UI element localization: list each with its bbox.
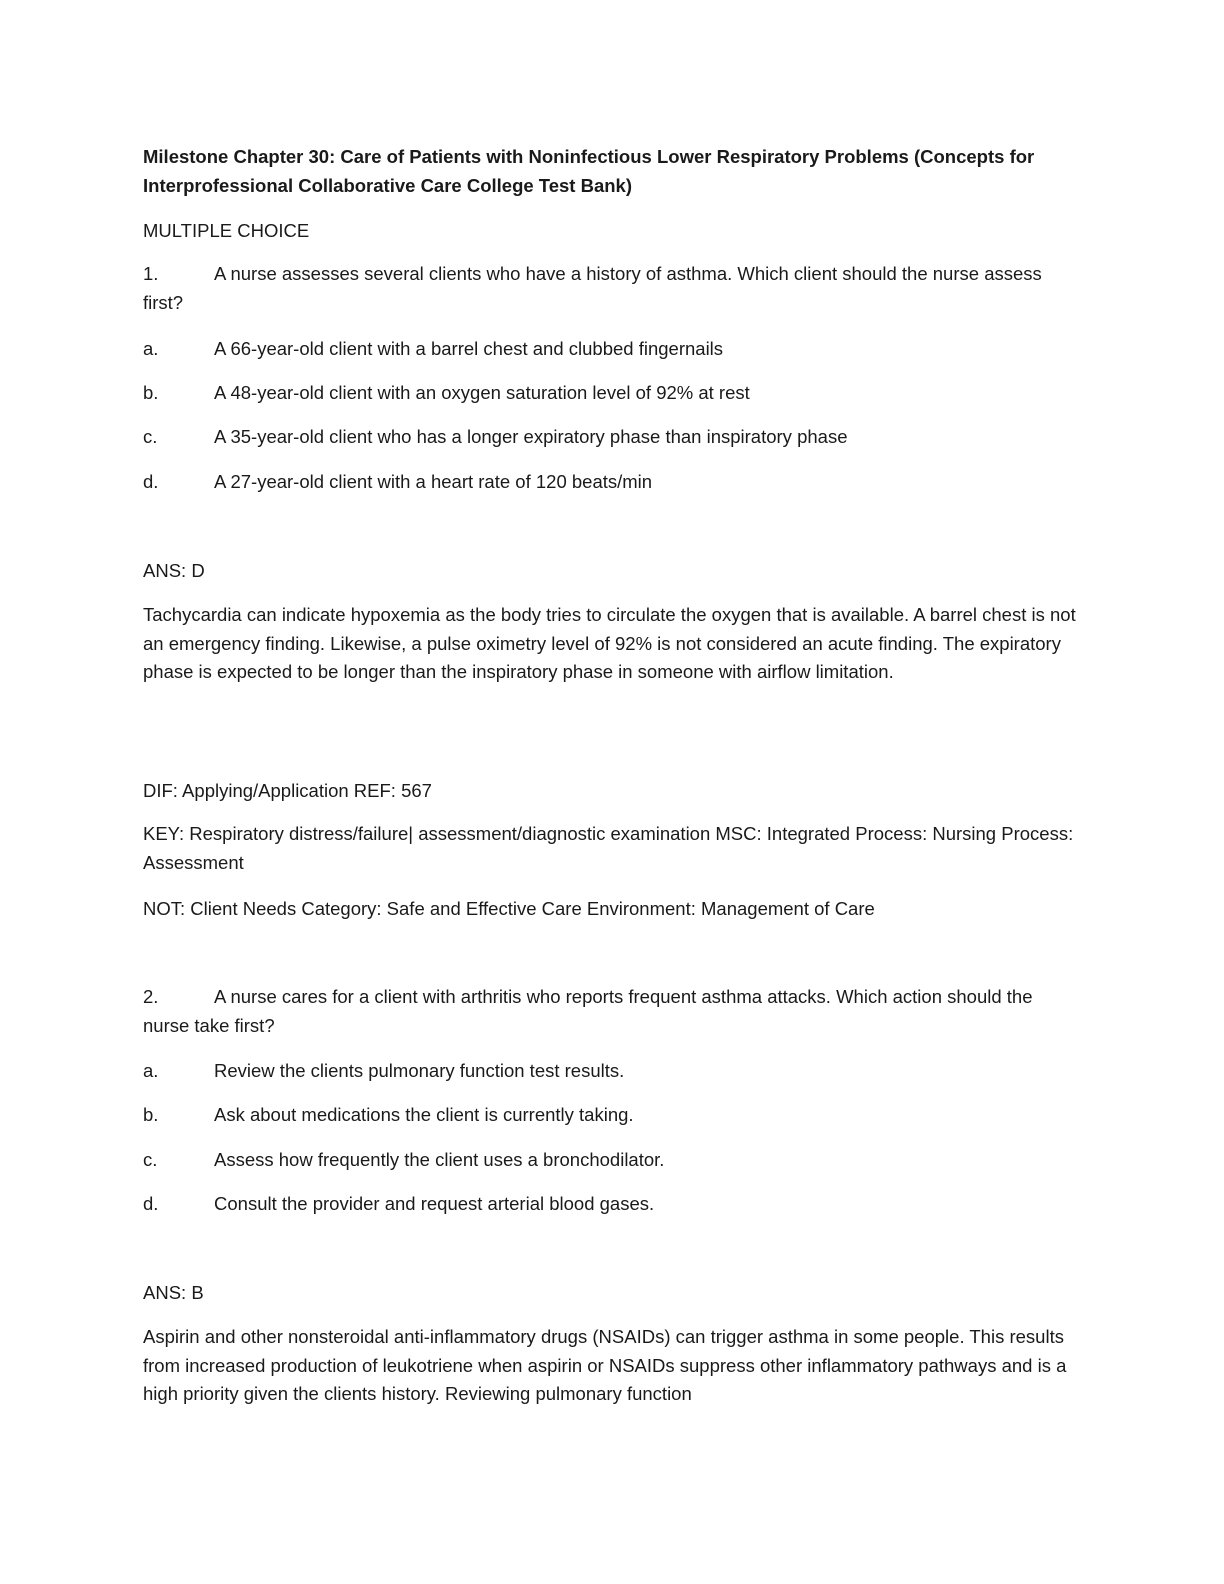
option-letter: a.: [143, 338, 159, 359]
question-1-rationale: Tachycardia can indicate hypoxemia as the body tries to circulate the oxygen that is available. A barrel chest is not an emergency finding. Likewise, a pulse oximetry level of 92% is not considered an acute finding. The expiratory phase is expected to be longer than the inspiratory phase in someone with airflow limitation.: [143, 604, 1076, 682]
option-text: A 48-year-old client with an oxygen saturation level of 92% at rest: [214, 382, 750, 403]
option-letter: b.: [143, 1104, 159, 1125]
question-1-stem: [143, 260, 1083, 317]
option-text: A 27-year-old client with a heart rate of 120 beats/min: [214, 471, 653, 492]
option-text: Consult the provider and request arterial blood gases.: [214, 1193, 655, 1214]
question-2-text: A nurse cares for a client with arthritis who reports frequent asthma attacks. Which action should the nurse take first?: [143, 986, 1033, 1036]
question-2-stem: [143, 983, 1083, 1040]
question-1-difficulty: DIF: Applying/Application REF: 567: [143, 780, 432, 801]
question-1-number: 1.: [143, 263, 159, 284]
question-2-number: 2.: [143, 986, 159, 1007]
question-2-answer: ANS: B: [143, 1282, 204, 1303]
question-1-key: KEY: Respiratory distress/failure| assessment/diagnostic examination MSC: Integrated Process: Nursing Process: Assessment: [143, 823, 1074, 873]
option-text: Review the clients pulmonary function test results.: [214, 1060, 625, 1081]
option-letter: b.: [143, 382, 159, 403]
question-1-text: A nurse assesses several clients who have a history of asthma. Which client should the nurse assess first?: [143, 263, 1042, 313]
option-letter: d.: [143, 471, 159, 492]
question-2-rationale: Aspirin and other nonsteroidal anti-inflammatory drugs (NSAIDs) can trigger asthma in some people. This results from increased production of leukotriene when aspirin or NSAIDs suppress other inflammatory pathways and is a high priority given the clients history. Reviewing pulmonary function: [143, 1326, 1067, 1404]
option-text: Assess how frequently the client uses a bronchodilator.: [214, 1149, 665, 1170]
option-letter: c.: [143, 426, 158, 447]
option-letter: c.: [143, 1149, 158, 1170]
question-1-answer: ANS: D: [143, 560, 205, 581]
question-1-client-needs: NOT: Client Needs Category: Safe and Effective Care Environment: Management of Care: [143, 898, 875, 919]
option-text: A 35-year-old client who has a longer expiratory phase than inspiratory phase: [214, 426, 848, 447]
option-letter: a.: [143, 1060, 159, 1081]
option-text: A 66-year-old client with a barrel chest and clubbed fingernails: [214, 338, 724, 359]
option-letter: d.: [143, 1193, 159, 1214]
option-text: Ask about medications the client is currently taking.: [214, 1104, 634, 1125]
document-title: Milestone Chapter 30: Care of Patients with Noninfectious Lower Respiratory Problems (Concepts for Interprofessional Collaborative Care College Test Bank): [143, 146, 1035, 196]
section-heading: MULTIPLE CHOICE: [143, 220, 310, 241]
